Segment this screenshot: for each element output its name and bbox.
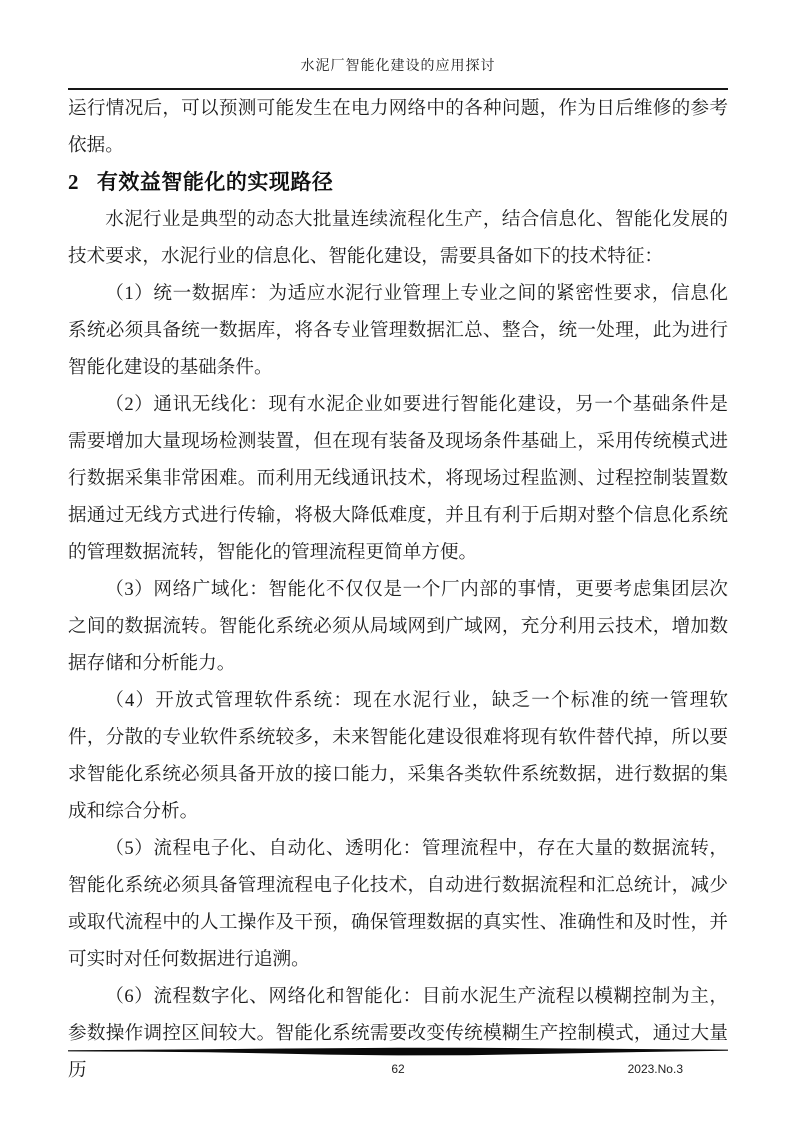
issue-label: 2023.No.3 <box>627 1062 683 1076</box>
section-number: 2 <box>68 170 79 194</box>
running-title: 水泥厂智能化建设的应用探讨 <box>300 59 496 74</box>
footer-rule-bar <box>68 1047 728 1059</box>
paragraph-item-2: （2）通讯无线化：现有水泥企业如要进行智能化建设，另一个基础条件是需要增加大量现场检测装置，但在现有装备及现场条件基础上，采用传统模式进行数据采集非常困难。而利用无线通讯技术，将现场过程监测、过程控制装置数据通过无线方式进行传输，将极大降低难度，并且有利于后期对整个信息化系统的管理数据流转，智能化的管理流程更简单方便。 <box>68 394 728 563</box>
document-page <box>68 0 728 1122</box>
section-heading <box>68 164 728 201</box>
page-header <box>68 0 728 90</box>
page-body <box>68 90 728 1089</box>
page-number: 62 <box>391 1062 405 1076</box>
paragraph-item-4: （4）开放式管理软件系统：现在水泥行业，缺乏一个标准的统一管理软件，分散的专业软件系统较多，未来智能化建设很难将现有软件替代掉，所以要求智能化系统必须具备开放的接口能力，采集各类软件系统数据，进行数据的集成和综合分析。 <box>68 690 728 822</box>
paragraph-item-6: （6）流程数字化、网络化和智能化：目前水泥生产流程以模糊控制为主，参数操作调控区间较大。智能化系统需要改变传统模糊生产控制模式，通过大量历 <box>68 986 728 1081</box>
paragraph-item-5: （5）流程电子化、自动化、透明化：管理流程中，存在大量的数据流转，智能化系统必须具备管理流程电子化技术，自动进行数据流程和汇总统计，减少或取代流程中的人工操作及干预，确保管理数据的真实性、准确性和及时性，并可实时对任何数据进行追溯。 <box>68 838 728 970</box>
paragraph-item-3: （3）网络广域化：智能化不仅仅是一个厂内部的事情，更要考虑集团层次之间的数据流转。智能化系统必须从局域网到广域网，充分利用云技术，增加数据存储和分析能力。 <box>68 579 728 674</box>
page-footer <box>68 1060 728 1078</box>
paragraph-continuation: 运行情况后，可以预测可能发生在电力网络中的各种问题，作为日后维修的参考依据。 <box>68 98 728 156</box>
section-title: 有效益智能化的实现路径 <box>96 170 334 194</box>
paragraph-item-1: （1）统一数据库：为适应水泥行业管理上专业之间的紧密性要求，信息化系统必须具备统一数据库，将各专业管理数据汇总、整合，统一处理，此为进行智能化建设的基础条件。 <box>68 283 728 378</box>
paragraph-intro: 水泥行业是典型的动态大批量连续流程化生产，结合信息化、智能化发展的技术要求，水泥行业的信息化、智能化建设，需要具备如下的技术特征： <box>68 209 728 267</box>
